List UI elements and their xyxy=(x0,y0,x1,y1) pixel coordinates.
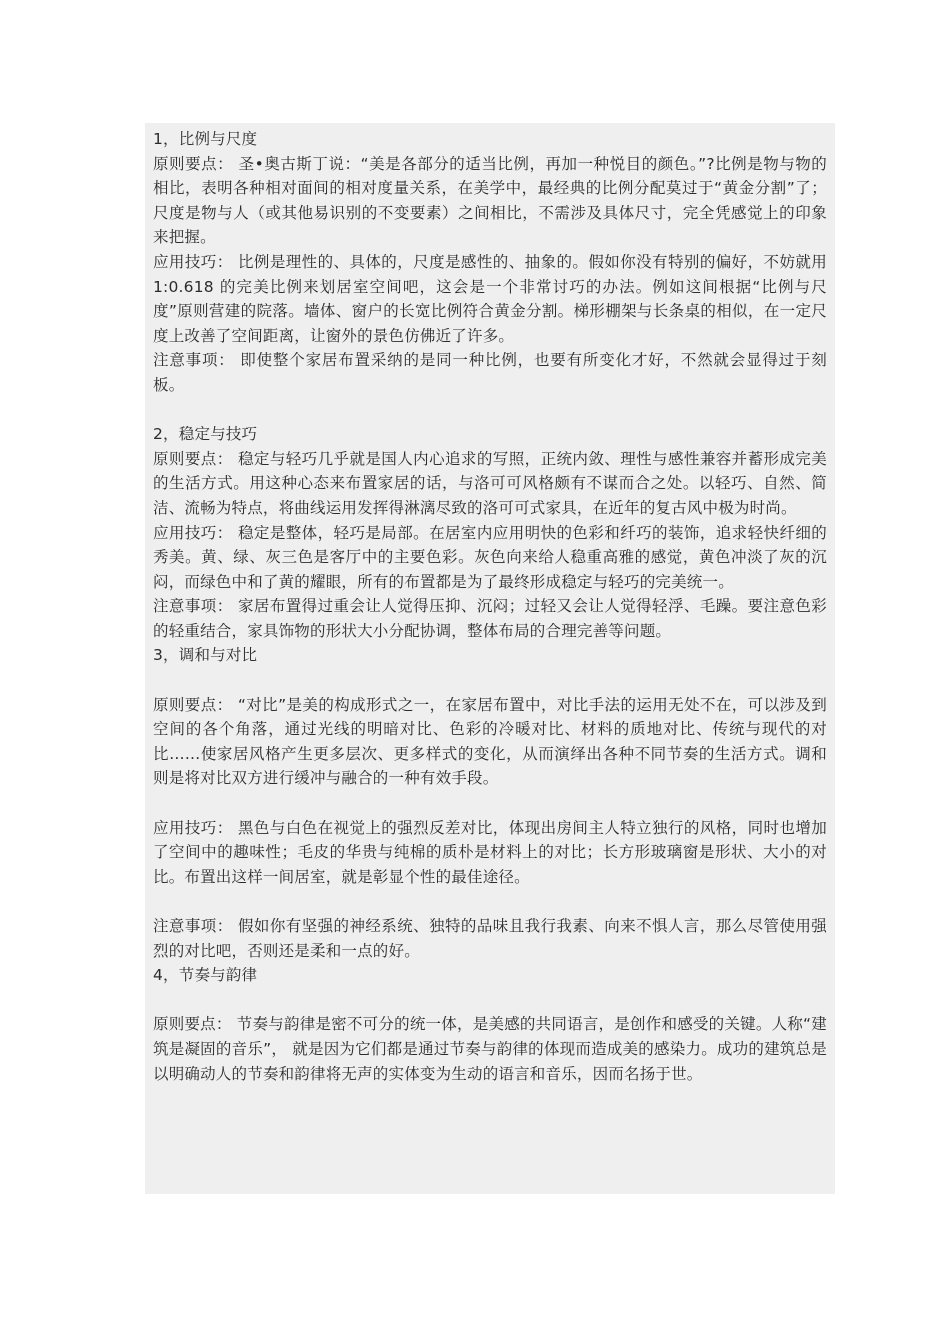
section-1-principle: 原则要点： 圣•奥古斯丁说：“美是各部分的适当比例，再加一种悦目的颜色。”?比例是物与物的相比，表明各种相对面间的相对度量关系，在美学中，最经典的比例分配莫过于“黄金分割”了；尺度是物与人（或其他易识别的不变要素）之间相比，不需涉及具体尺寸，完全凭感觉上的印象来把握。 xyxy=(153,154,827,247)
section-3-technique: 应用技巧： 黑色与白色在视觉上的强烈反差对比，体现出房间主人特立独行的风格，同时也增加了空间中的趣味性；毛皮的华贵与纯棉的质朴是材料上的对比；长方形玻璃窗是形状、大小的对比。布置出这样一间居室，就是彰显个性的最佳途径。 xyxy=(153,818,827,886)
section-4-principle: 原则要点： 节奏与韵律是密不可分的统一体，是美感的共同语言，是创作和感受的关键。人称“建筑是凝固的音乐”， 就是因为它们都是通过节奏与韵律的体现而造成美的感染力。成功的建筑总是以明确动人的节奏和韵律将无声的实体变为生动的语言和音乐，因而名扬于世。 xyxy=(153,1015,827,1083)
section-1-heading: 1，比例与尺度 xyxy=(153,130,258,148)
blank-line xyxy=(153,988,827,1013)
blank-line xyxy=(153,398,827,423)
blank-line xyxy=(153,889,827,914)
blank-line xyxy=(153,791,827,816)
document-content xyxy=(145,123,835,1194)
section-2-note: 注意事项： 家居布置得过重会让人觉得压抑、沉闷；过轻又会让人觉得轻浮、毛躁。要注意色彩的轻重结合，家具饰物的形状大小分配协调，整体布局的合理完善等问题。 xyxy=(153,597,827,640)
blank-line xyxy=(153,668,827,693)
section-3-note: 注意事项： 假如你有坚强的神经系统、独特的品味且我行我素、向来不惧人言，那么尽管使用强烈的对比吧，否则还是柔和一点的好。 xyxy=(153,917,827,960)
section-2-principle: 原则要点： 稳定与轻巧几乎就是国人内心追求的写照，正统内敛、理性与感性兼容并蓄形成完美的生活方式。用这种心态来布置家居的话，与洛可可风格颇有不谋而合之处。以轻巧、自然、简洁、流畅为特点，将曲线运用发挥得淋漓尽致的洛可可式家具，在近年的复古风中极为时尚。 xyxy=(153,449,827,517)
section-4-heading: 4，节奏与韵律 xyxy=(153,966,258,985)
section-3-heading: 3，调和与对比 xyxy=(153,646,258,665)
section-1-technique: 应用技巧： 比例是理性的、具体的，尺度是感性的、抽象的。假如你没有特别的偏好，不妨就用 1:0.618 的完美比例来划居室空间吧，这会是一个非常讨巧的办法。例如这间根据“比例与尺度”原则营建的院落。墙体、窗户的长宽比例符合黄金分割。梯形棚架与长条桌的相似，在一定尺度上改善了空间距离，让窗外的景色仿佛近了许多。 xyxy=(153,252,827,345)
section-2-heading: 2，稳定与技巧 xyxy=(153,425,258,444)
section-3-principle: 原则要点： “对比”是美的构成形式之一，在家居布置中，对比手法的运用无处不在，可以涉及到空间的各个角落，通过光线的明暗对比、色彩的冷暖对比、材料的质地对比、传统与现代的对比……使家居风格产生更多层次、更多样式的变化，从而演绎出各种不同节奏的生活方式。调和则是将对比双方进行缓冲与融合的一种有效手段。 xyxy=(153,695,827,788)
section-2-technique: 应用技巧： 稳定是整体，轻巧是局部。在居室内应用明快的色彩和纤巧的装饰，追求轻快纤细的秀美。黄、绿、灰三色是客厅中的主要色彩。灰色向来给人稳重高雅的感觉，黄色冲淡了灰的沉闷，而绿色中和了黄的耀眼，所有的布置都是为了最终形成稳定与轻巧的完美统一。 xyxy=(153,523,827,591)
section-1-note: 注意事项： 即使整个家居布置采纳的是同一种比例，也要有所变化才好，不然就会显得过于刻板。 xyxy=(153,351,827,394)
